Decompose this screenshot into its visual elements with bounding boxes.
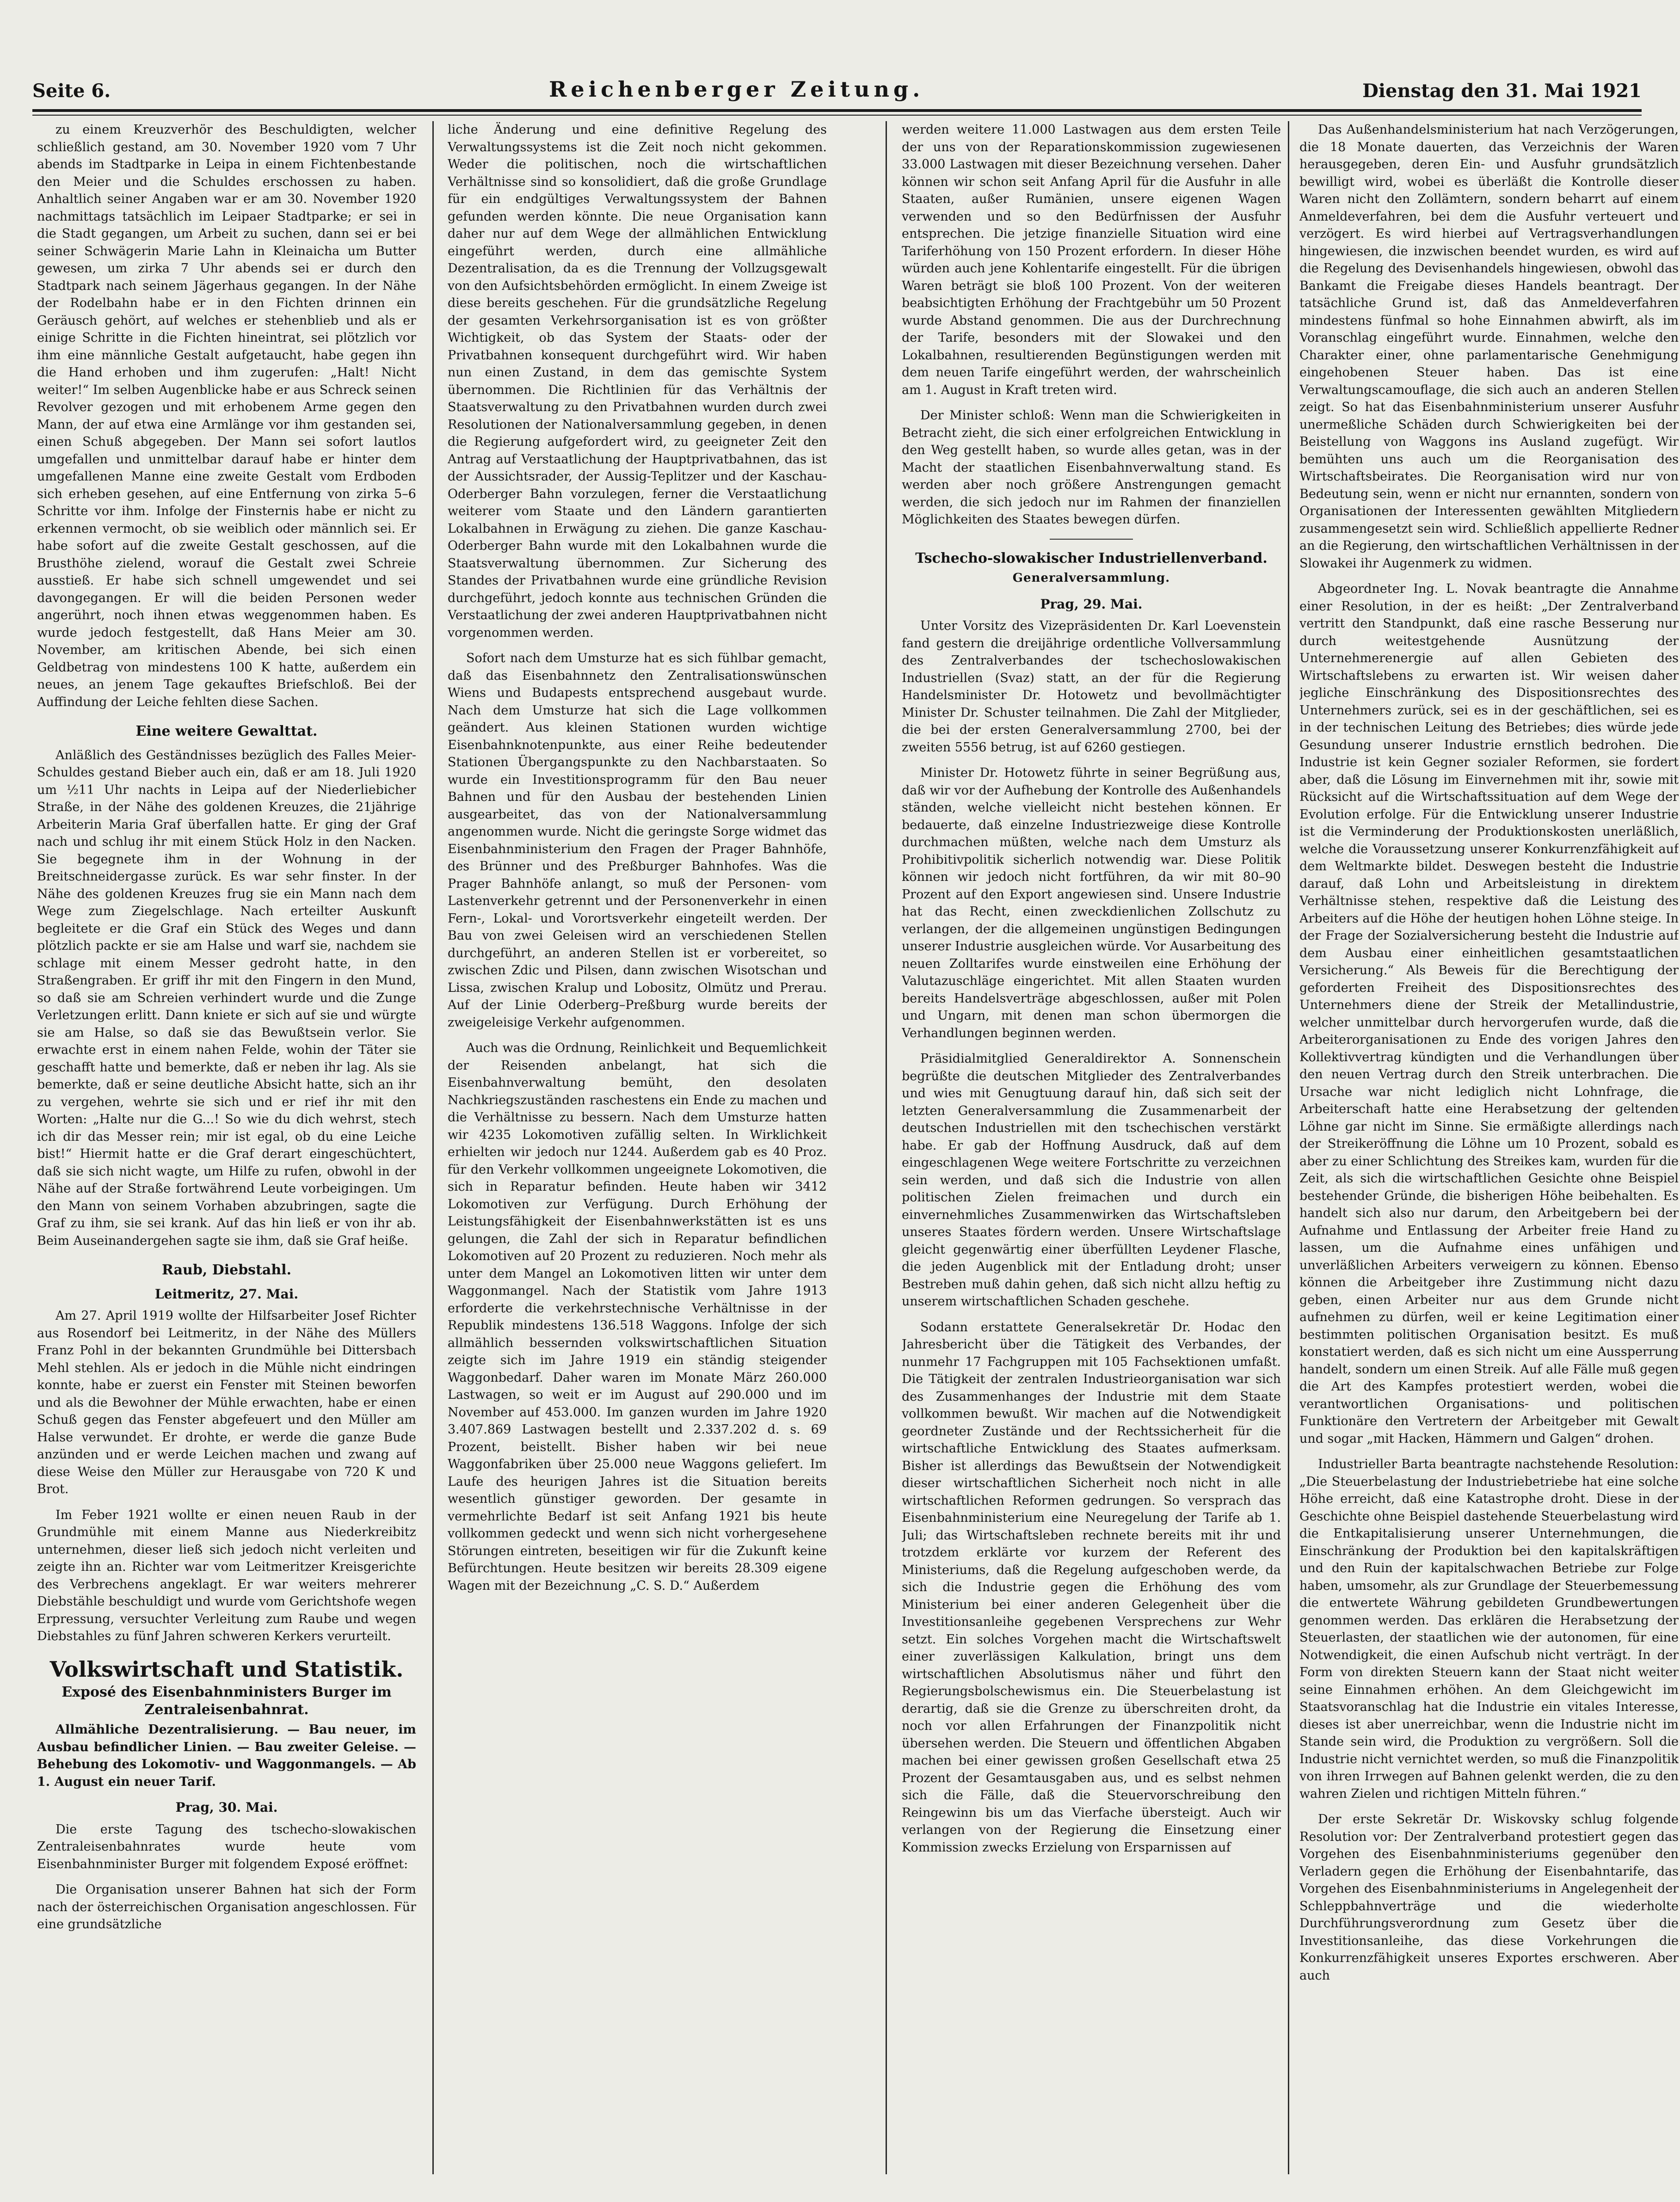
subheading: Raub, Diebstahl.: [161, 1262, 292, 1278]
column-1: [37, 121, 416, 2174]
paper-title: Reichenberger Zeitung.: [549, 77, 924, 102]
section-heading: Volkswirtschaft und Statistik.: [49, 1656, 404, 1682]
article-paragraph: Industrieller Barta beantragte nachstehende Resolution: „Die Steuerbelastung der Industriebetriebe hat eine solche Höhe erreicht, daß eine Katastrophe droht. Diese in der Geschichte ohne Beispiel dastehende Steuerbelastung wird die Entkapitalisierung unserer Unternehmungen, die Einschränkung der Produktion bei den kapitalskräftigen und den Ruin der kapitalschwachen Betriebe zur Folge haben, umsomehr, als zur Grundlage der Steuerbemessung die entwertete Währung gebildeten Grundbewertungen genommen werden. Das erklären die Herabsetzung der Steuerlasten, der staatlichen wie der autonomen, für eine Notwendigkeit, die einen Aufschub nicht verträgt. In der Form von direkten Steuern kann der Staat nicht weiter seine Einnahmen erhöhen. An dem Gleichgewicht im Staatsvoranschlag hat die Industrie ein vitales Interesse, dieses ist aber unerreichbar, wenn die Industrie nicht im Stande sein wird, die Produktion zu vergrößern. Soll die Industrie nicht vernichtet werden, so muß die Finanzpolitik von ihren Irrwegen auf Bahnen gelenkt werden, die zu den wahren Zielen und richtigen Mitteln führen.“: [1299, 1457, 1679, 1801]
article-paragraph: Im Feber 1921 wollte er einen neuen Raub in der Grundmühle mit einem Manne aus Niederkreibitz unternehmen, dieser ließ sich jedoch nicht verleiten und zeigte ihn an. Richter war vom Leitmeritzer Kreisgerichte des Verbrechens angeklagt. Er war weiters mehrerer Diebstähle beschuldigt und wurde vom Gerichtshofe wegen Erpressung, versuchter Verleitung zum Raube und wegen Diebstahles zu fünf Jahren schweren Kerkers verurteilt.: [37, 1507, 416, 1643]
article-paragraph: Der Minister schloß: Wenn man die Schwierigkeiten in Betracht zieht, die sich einer erfolgreichen Entwicklung in den Weg gestellt haben, so wurde alles getan, was in der Macht der staatlichen Eisenbahnverwaltung stand. Es werden aber noch größere Anstrengungen gemacht werden, die sich jedoch nur im Rahmen der finanziellen Möglichkeiten des Staates bewegen dürfen.: [902, 408, 1281, 527]
column-divider: [1288, 121, 1289, 2174]
article-paragraph: Minister Dr. Hotowetz führte in seiner Begrüßung aus, daß wir vor der Aufhebung der Kontrolle des Außenhandels ständen, welche vielleicht nicht bestehen können. Er bedauerte, daß einzelne Industriezweige diese Kontrolle durchmachen müßten, welche nach dem Umsturz als Prohibitivpolitik sicherlich notwendig war. Diese Politik können wir jedoch nicht fortführen, da wir mit 80–90 Prozent auf den Export angewiesen sind. Unsere Industrie hat das Recht, einen zweckdienlichen Zollschutz zu verlangen, der die allgemeinen ungünstigen Bedingungen unserer Industrie ausgleichen würde. Vor Ausarbeitung des neuen Zolltarifes wurde einstweilen eine Erhöhung der Valutazuschläge eingerichtet. Mit allen Staaten wurden bereits Handelsverträge abgeschlossen, außer mit Polen und Ungarn, mit denen man schon übermorgen die Verhandlungen beginnen werden.: [902, 766, 1281, 1040]
article-subheadline: Generalversammlung.: [1012, 571, 1170, 585]
page-number: Seite 6.: [32, 80, 111, 102]
article-paragraph: Das Außenhandelsministerium hat nach Verzögerungen, die 18 Monate dauerten, das Verzeichnis der Waren herausgegeben, deren Ein- und Ausfuhr grundsätzlich bewilligt wird, wobei es überläßt die Kontrolle dieser Waren nicht den Zollämtern, sondern beharrt auf einem Anmeldeverfahren, bei dem die Ausfuhr verteuert und verzögert. Es wird hierbei auf Vertragsverhandlungen hingewiesen, die inzwischen beendet wurden, es wird auf die Regelung des Devisenhandels hingewiesen, obwohl das Bankamt die Freigabe dieses Handels beantragt. Der tatsächliche Grund ist, daß das Anmeldeverfahren mindestens fünfmal so hohe Einnahmen abwirft, als im Voranschlag eingeführt wurde. Einnahmen, welche den Charakter einer, ohne parlamentarische Genehmigung eingehobenen Steuer haben. Das ist eine Verwaltungscamouflage, die sich auch an anderen Stellen zeigt. So hat das Eisenbahnministerium unserer Ausfuhr unermeßliche Schäden durch Schwierigkeiten bei der Beistellung von Waggons ins Ausland zugefügt. Wir bemühten uns auch um die Reorganisation des Wirtschaftsbeirates. Die Reorganisation wird nur von Bedeutung sein, wenn er nicht nur ernannten, sondern von Organisationen der Interessenten gewählten Mitgliedern zusammengesetzt sein wird. Schließlich appellierte Redner an die Regierung, den wirtschaftlichen Verhältnissen in der Slowakei ihr Augenmerk zu widmen.: [1299, 123, 1679, 571]
masthead-rule-thin: [32, 115, 1642, 116]
dateline: Leitmeritz, 27. Mai.: [154, 1286, 299, 1302]
article-paragraph: liche Änderung und eine definitive Regelung des Verwaltungssystems ist die Zeit noch nicht gekommen. Weder die politischen, noch die wirtschaftlichen Verhältnisse sind so konsolidiert, daß die große Grundlage für ein endgültiges Verwaltungssystem der Bahnen gefunden werden könnte. Die neue Organisation kann daher nur auf dem Wege der allmählichen Entwicklung eingeführt werden, durch eine allmähliche Dezentralisation, da es die Trennung der Vollzugsgewalt von den Aufsichtsbehörden ermöglicht. In einem Zweige ist diese bereits geschehen. Für die grundsätzliche Regelung der gesamten Verkehrsorganisation ist es von größter Wichtigkeit, ob das System der Staats- oder der Privatbahnen konsequent durchgeführt wird. Wir haben nun einen Zustand, in dem das gemischte System übernommen. Die Richtlinien für das Verhältnis der Staatsverwaltung zu den Privatbahnen wurden durch zwei Resolutionen der Nationalversammlung gegeben, in denen die Regierung aufgefordert wird, zu geeigneter Zeit den Antrag auf Verstaatlichung der Hauptprivatbahnen, das ist der Aussichtsrader, der Aussig-Teplitzer und der Kaschau-Oderberger Bahn vorzulegen, ferner die Verstaatlichung weiterer vom Staate und den Ländern garantierten Lokalbahnen in Erwägung zu ziehen. Die ganze Kaschau-Oderberger Bahn wurde mit den Lokalbahnen wurde die Staatsverwaltung übernommen. Zur Sicherung des Standes der Privatbahnen wurde eine gründliche Revision durchgeführt, jedoch konnte aus technischen Gründen die Verstaatlichung der zwei anderen Hauptprivatbahnen nicht vorgenommen werden.: [448, 123, 827, 640]
article-paragraph: Sofort nach dem Umsturze hat es sich fühlbar gemacht, daß das Eisenbahnnetz den Zentralisationswünschen Wiens und Budapests entsprechend ausgebaut wurde. Nach dem Umsturze hat sich die Lage vollkommen geändert. Aus kleinen Stationen wurden wichtige Eisenbahnknotenpunkte, aus einer Reihe bedeutender Stationen Übergangspunkte zu den Nachbarstaaten. So wurde ein Investitionsprogramm für den Bau neuer Bahnen und für den Ausbau der bestehenden Linien ausgearbeitet, das von der Nationalversammlung angenommen wurde. Nicht die geringste Sorge widmet das Eisenbahnministerium den Fragen der Prager Bahnhöfe, des Brünner und des Preßburger Bahnhofes. Was die Prager Bahnhöfe anlangt, so muß der Personen- vom Lastenverkehr getrennt und der Personenverkehr in einen Fern-, Lokal- und Vorortsverkehr eingeteilt werden. Der Bau von zwei Geleisen wird an verschiedenen Stellen durchgeführt, an anderen Stellen ist er vorbereitet, so zwischen Zdic und Pilsen, dann zwischen Wisotschan und Lissa, zwischen Kralup und Lobositz, Olmütz und Prerau. Auf der Linie Oderberg–Preßburg wurde bereits der zweigeleisige Verkehr aufgenommen.: [448, 651, 827, 1030]
column-divider: [886, 121, 887, 2174]
article-paragraph: Präsidialmitglied Generaldirektor A. Sonnenschein begrüßte die deutschen Mitglieder des Zentralverbandes und wies mit Genugtuung darauf hin, daß sich seit der letzten Generalversammlung die Zusammenarbeit der deutschen Industriellen mit den tschechischen verstärkt habe. Er gab der Hoffnung Ausdruck, daß auf dem eingeschlagenen Wege weitere Fortschritte zu verzeichnen sein werden, und daß sich die Industrie von allen politischen Zielen freimachen und durch ein einvernehmliches Zusammenwirken das Wirtschaftsleben unseres Staates fördern werden. Unsere Wirtschaftslage gleicht gegenwärtig einer überfüllten Leydener Flasche, die jeden Augenblick mit der Entladung droht; unser Bestreben muß dahin gehen, daß sich nicht allzu heftig zu unserem wirtschaftlichen Schaden geschehe.: [902, 1052, 1281, 1309]
article-headline: Exposé des Eisenbahnministers Burger im Zentraleisenbahnrat.: [62, 1684, 392, 1718]
article-paragraph: Unter Vorsitz des Vizepräsidenten Dr. Karl Loevenstein fand gestern die dreijährige ordentliche Vollversammlung des Zentralverbandes der tschechoslowakischen Industriellen (Svaz) statt, an der für die Regierung Handelsminister Dr. Hotowetz und bevollmächtigter Minister Dr. Schuster teilnahmen. Die Zahl der Mitglieder, die bei der ersten Generalversammlung 2700, bei der zweiten 5556 betrug, ist auf 6260 gestiegen.: [902, 619, 1281, 755]
subheading: Eine weitere Gewalttat.: [135, 723, 318, 739]
article-summary: Allmähliche Dezentralisierung. — Bau neuer, im Ausbau befindlicher Linien. — Bau zweiter Geleise. — Behebung des Lokomotiv- und Waggonmangels. — Ab 1. August ein neuer Tarif.: [37, 1722, 416, 1789]
article-paragraph: Die erste Tagung des tschecho-slowakischen Zentraleisenbahnrates wurde heute vom Eisenbahnminister Burger mit folgendem Exposé eröffnet:: [37, 1822, 416, 1871]
column-divider: [432, 121, 434, 2174]
article-paragraph: Anläßlich des Geständnisses bezüglich des Falles Meier-Schuldes gestand Bieber auch ein, daß er am 18. Juli 1920 um ½11 Uhr nachts in Leipa auf der Niederliebicher Straße, in der Nähe des goldenen Kreuzes, die 21jährige Arbeiterin Maria Graf überfallen hatte. Er ging der Graf nach und schlug ihr mit einem Stück Holz in den Nacken. Sie begegnete ihm in der Wohnung in der Breitschneidergasse zurück. Es war sehr finster. In der Nähe des goldenen Kreuzes frug sie ein Mann nach dem Wege zum Ziegelschlage. Nach erteilter Auskunft begleitete er die Graf ein Stück des Weges und dann plötzlich packte er sie am Halse und warf sie, nachdem sie schlage mit einem Messer gedroht hatte, in den Straßengraben. Er griff ihr mit den Fingern in den Mund, so daß sie am Schreien verhindert wurde und die Zunge Verletzungen erlitt. Dann kniete er sich auf sie und würgte sie am Halse, so daß sie das Bewußtsein verlor. Sie erwachte erst in einem nahen Felde, wohin der Täter sie geschafft hatte und bemerkte, daß er neben ihr lag. Als sie bemerkte, daß er seine deutliche Absicht hatte, sich an ihr zu vergehen, wehrte sie sich und er rief ihr mit den Worten: „Halte nur die G...! So wie du dich wehrst, stech ich dir das Messer rein; mir ist egal, ob du eine Leiche bist!“ Hiermit hatte er die Graf derart eingeschüchtert, daß sie sich nicht wagte, um Hilfe zu rufen, obwohl in der Nähe auf der Straße fortwährend Leute vorbeigingen. Um den Mann von seinem Vorhaben abzubringen, sagte die Graf zu ihm, sie sei krank. Auf das hin ließ er von ihr ab. Beim Auseinandergehen sagte sie ihm, daß sie Graf heiße.: [37, 748, 416, 1248]
dateline: Prag, 29. Mai.: [1040, 596, 1143, 612]
article-paragraph: Der erste Sekretär Dr. Wiskovsky schlug folgende Resolution vor: Der Zentralverband protestiert gegen das Vorgehen des Eisenbahnministeriums gegenüber den Verladern gegen die Erhöhung der Eisenbahntarife, das Vorgehen des Eisenbahnministeriums in Angelegenheit der Schleppbahnverträge und die wiederholte Durchführungsverordnung zum Gesetz über die Investitionsanleihe, das diese Vorkehrungen die Konkurrenzfähigkeit unseres Exportes erschweren. Aber auch: [1299, 1812, 1679, 1983]
column-3: [902, 121, 1281, 2174]
article-headline: Tschecho-slowakischer Industriellenverband.: [915, 550, 1268, 566]
article-paragraph: Am 27. April 1919 wollte der Hilfsarbeiter Josef Richter aus Rosendorf bei Leitmeritz, in der Nähe des Müllers Franz Pohl in der bekannten Grundmühle bei Dittersbach Mehl stehlen. Als er jedoch in die Mühle nicht eindringen konnte, habe er zuerst ein Fenster mit Steinen beworfen und als die Bewohner der Mühle erwachten, habe er einen Schuß gegen das Fenster abgefeuert und den Müller am Halse verwundet. Er drohte, er werde die ganze Bude anzünden und er werde Leichen machen und zwang auf diese Weise den Müller zur Herausgabe von 720 K und Brot.: [37, 1309, 416, 1496]
article-paragraph: Abgeordneter Ing. L. Novak beantragte die Annahme einer Resolution, in der es heißt: „Der Zentralverband vertritt den Standpunkt, daß eine rasche Besserung nur durch weitestgehende Ausnützung der Unternehmerenergie auf allen Gebieten des Wirtschaftslebens zu erwarten ist. Wir weisen daher jegliche Einschränkung des Dispositionsrechtes des Unternehmers zurück, sei es in der geschäftlichen, sei es in der technischen Leitung des Betriebes; dies würde jede Gesundung unserer Industrie ernstlich bedrohen. Die Industrie ist kein Gegner sozialer Reformen, sie fordert aber, daß die Lösung im Einvernehmen mit ihr, sowie mit Rücksicht auf die Wirtschaftssituation auf dem Wege der Evolution erfolge. Für die Entwicklung unserer Industrie ist die Verminderung der Produktionskosten unerläßlich, welche die Voraussetzung unserer Konkurrenzfähigkeit auf dem Weltmarkte bildet. Deswegen besteht die Industrie darauf, daß Lohn und Arbeitsleistung in direktem Verhältnisse stehen, respektive daß die Leistung des Arbeiters auf die Höhe der heutigen hohen Löhne steige. In der Frage der Sozialversicherung besteht die Industrie auf dem Ausbau einer einheitlichen gesamtstaatlichen Versicherung.“ Als Beweis für die Berechtigung der geforderten Freiheit des Dispositionsrechtes des Unternehmers diene der Streik der Metallindustrie, welcher unmittelbar durch hervorgerufen wurde, daß die Arbeiterorganisationen zu Ende des vorigen Jahres den Kollektivvertrag kündigten und die Verhandlungen über den neuen Vertrag durch den Streik unterbrachen. Die Ursache war nicht lediglich nicht Lohnfrage, die Arbeiterschaft hatte eine Herabsetzung der geltenden Löhne gar nicht im Sinne. Sie ermäßigte allerdings nach der Streikeröffnung die Löhne um 10 Prozent, sobald es aber zu einer Schlichtung des Streikes kam, wurden für die Zeit, als sich die wirtschaftlichen Gesichte ohne Beispiel bestehender Gründe, die bisherigen Höhe beibehalten. Es handelt sich also nur darum, den Arbeitgebern bei der Aufnahme und Entlassung der Arbeiter freie Hand zu lassen, um die Aufnahme eines unfähigen und unverläßlichen Arbeiters verweigern zu können. Ebenso können die Arbeitgeber ihre Zustimmung nicht dazu geben, einen Arbeiter nur aus dem Grunde nicht aufnehmen zu dürfen, weil er keine Legitimation einer bestimmten politischen Organisation besitzt. Es muß konstatiert werden, daß es sich nicht um eine Aussperrung handelt, sondern um einen Streik. Auf alle Fälle muß gegen die Art des Kampfes protestiert werden, wobei die verantwortlichen Organisations- und politischen Funktionäre den Vertretern der Arbeitgeber mit Gewalt und sogar „mit Hacken, Hämmern und Galgen“ drohen.: [1299, 582, 1679, 1446]
article-paragraph: Auch was die Ordnung, Reinlichkeit und Bequemlichkeit der Reisenden anbelangt, hat sich die Eisenbahnverwaltung bemüht, den desolaten Nachkriegszuständen raschestens ein Ende zu machen und die Verhältnisse zu bessern. Nach dem Umsturze hatten wir 4235 Lokomotiven zufällig selten. In Wirklichkeit erhielten wir jedoch nur 1244. Außerdem gab es 40 Proz. für den Verkehr vollkommen ungeeignete Lokomotiven, die sich in Reparatur befinden. Heute haben wir 3412 Lokomotiven zur Verfügung. Durch Erhöhung der Leistungsfähigkeit der Eisenbahnwerkstätten ist es uns gelungen, die Zahl der sich in Reparatur befindlichen Lokomotiven auf 20 Prozent zu reduzieren. Noch mehr als unter dem Mangel an Lokomotiven litten wir unter dem Waggonmangel. Nach der Statistik vom Jahre 1913 erforderte die verkehrstechnische Verhältnisse in der Republik mindestens 136.518 Waggons. Infolge der sich allmählich bessernden volkswirtschaftlichen Situation zeigte sich im Jahre 1919 ein ständig steigender Waggonbedarf. Daher waren im Monate März 260.000 Lastwagen, so weit er im August auf 290.000 und im November auf 453.000. Im ganzen wurden im Jahre 1920 3.407.869 Lastwagen bestellt und 2.337.202 d. s. 69 Prozent, beistellt. Bisher haben wir bei neue Waggonfabriken über 25.000 neue Waggons geliefert. Im Laufe des heurigen Jahres ist die Situation bereits wesentlich günstiger geworden. Der gesamte in vermehrlichte Bedarf ist seit Anfang 1921 bis heute vollkommen gedeckt und wenn sich nicht vorhergesehene Störungen eintreten, beseitigen wir für die Zukunft keine Befürchtungen. Heute besitzen wir bereits 28.309 eigene Wagen mit der Bezeichnung „C. S. D.“ Außerdem: [448, 1041, 827, 1593]
dateline: Prag, 30. Mai.: [175, 1800, 278, 1815]
article-separator: [1050, 539, 1133, 540]
article-paragraph: Sodann erstattete Generalsekretär Dr. Hodac den Jahresbericht über die Tätigkeit des Verbandes, der nunmehr 17 Fachgruppen mit 105 Fachsektionen umfaßt. Die Tätigkeit der zentralen Industrieorganisation war sich des Zusammenhanges der Industrie mit dem Staate vollkommen bewußt. Wir machen auf die Notwendigkeit geordneter Zustände und der Rechtssicherheit für die wirtschaftliche Entwicklung des Staates aufmerksam. Bisher ist allerdings das Bewußtsein der Notwendigkeit dieser wirtschaftlichen Sicherheit noch nicht in alle wirtschaftlichen Reformen gedrungen. So versprach das Eisenbahnministerium eine Neuregelung der Tarife ab 1. Juli; das Wirtschaftsleben rechnete bereits mit ihr und trotzdem erklärte vor kurzem der Referent des Ministeriums, daß die Regelung aufgeschoben werde, da sich die Industrie gegen die Erhöhung des vom Ministerium bei einer anderen Gelegenheit über die Investitionsanleihe gegebenen Versprechens zur Wehr setzt. Ein solches Vorgehen macht die Wirtschaftswelt einer zuverlässigen Kalkulation, bringt uns dem wirtschaftlichen Absolutismus näher und führt den Regierungsbolschewismus ein. Die Steuerbelastung ist derartig, daß sie die Grenze zu überschreiten droht, da noch vor allen Erfahrungen der Finanzpolitik nicht übersehen werden. Die Steuern und öffentlichen Abgaben machen bei einer gewissen großen Gesellschaft etwa 25 Prozent der Gesamtausgaben aus, und es selbst nehmen sich die Fälle, daß die Steuervorschreibung den Reingewinn bis um das Vierfache übersteigt. Auch wir verlangen von der Regierung die Einsetzung einer Kommission zwecks Erzielung von Ersparnissen auf: [902, 1320, 1281, 1855]
column-4: [1299, 121, 1679, 2174]
issue-date: Dienstag den 31. Mai 1921: [1362, 80, 1642, 102]
article-paragraph: zu einem Kreuzverhör des Beschuldigten, welcher schließlich gestand, am 30. November 1920 vom 7 Uhr abends im Stadtparke in Leipa in einem Fichtenbestande den Meier und die Schuldes erschossen zu haben. Anhaltlich seiner Angaben war er am 30. November 1920 nachmittags tatsächlich im Leipaer Stadtparke; er sei in die Stadt gegangen, um Arbeit zu suchen, dann sei er bei seiner Schwägerin Marie Lahn in Kleinaicha um Butter gewesen, um zirka 7 Uhr abends sei er durch den Stadtpark nach seinem Jägerhaus gegangen. In der Nähe der Rodelbahn habe er in den Fichten drinnen ein Geräusch gehört, auf welches er stehenblieb und als er einige Schritte in die Fichten hineintrat, sei plötzlich vor ihm eine männliche Gestalt aufgetaucht, habe gegen ihn die Hand erhoben und ihm zugerufen: „Halt! Nicht weiter!“ Im selben Augenblicke habe er aus Schreck seinen Revolver gezogen und mit erhobenem Arme gegen den Mann, der auf etwa eine Armlänge vor ihm gestanden sei, einen Schuß abgegeben. Der Mann sei sofort lautlos umgefallen und unmittelbar darauf habe er hinter dem umgefallenen Manne eine zweite Gestalt vom Erdboden sich erheben gesehen, auf eine Entfernung von zirka 5–6 Schritte vor ihm. Infolge der Finsternis habe er nicht zu erkennen vermocht, ob sie weiblich oder männlich sei. Er habe sofort auf die zweite Gestalt geschossen, auf die Brusthöhe zielend, worauf die Gestalt zwei Schreie ausstieß. Er habe sich schnell umgewendet und sei davongegangen. Er will die beiden Personen weder angerührt, noch ihnen etwas weggenommen haben. Es wurde jedoch festgestellt, daß Hans Meier am 30. November, am kritischen Abende, bei sich einen Geldbetrag von mindestens 100 K hatte, außerdem ein neues, an jenem Tage gekauftes Briefschloß. Bei der Auffindung der Leiche fehlten diese Sachen.: [37, 123, 416, 709]
column-2: [448, 121, 827, 2174]
article-paragraph: werden weitere 11.000 Lastwagen aus dem ersten Teile der uns von der Reparationskommission zugewiesenen 33.000 Lastwagen mit dieser Bezeichnung versehen. Daher können wir schon seit Anfang April für die Ausfuhr in alle Staaten, außer Rumänien, unsere eigenen Wagen verwenden und so den Bedürfnissen der Ausfuhr entsprechen. Die jetzige finanzielle Situation wird eine Tariferhöhung von 150 Prozent erfordern. In dieser Höhe würden auch jene Kohlentarife eingestellt. Für die übrigen Waren beträgt sie bloß 100 Prozent. Von der weiteren beabsichtigten Erhöhung der Frachtgebühr um 50 Prozent wurde Abstand genommen. Die aus der Durchrechnung der Tarife, besonders mit der Slowakei und den Lokalbahnen, resultierenden Begünstigungen werden mit dem neuen Tarife eingeführt werden, der wahrscheinlich am 1. August in Kraft treten wird.: [902, 123, 1281, 397]
masthead: [32, 74, 1642, 102]
article-paragraph: Die Organisation unserer Bahnen hat sich der Form nach der österreichischen Organisation angeschlossen. Für eine grundsätzliche: [37, 1882, 416, 1931]
masthead-rule: [32, 109, 1642, 112]
